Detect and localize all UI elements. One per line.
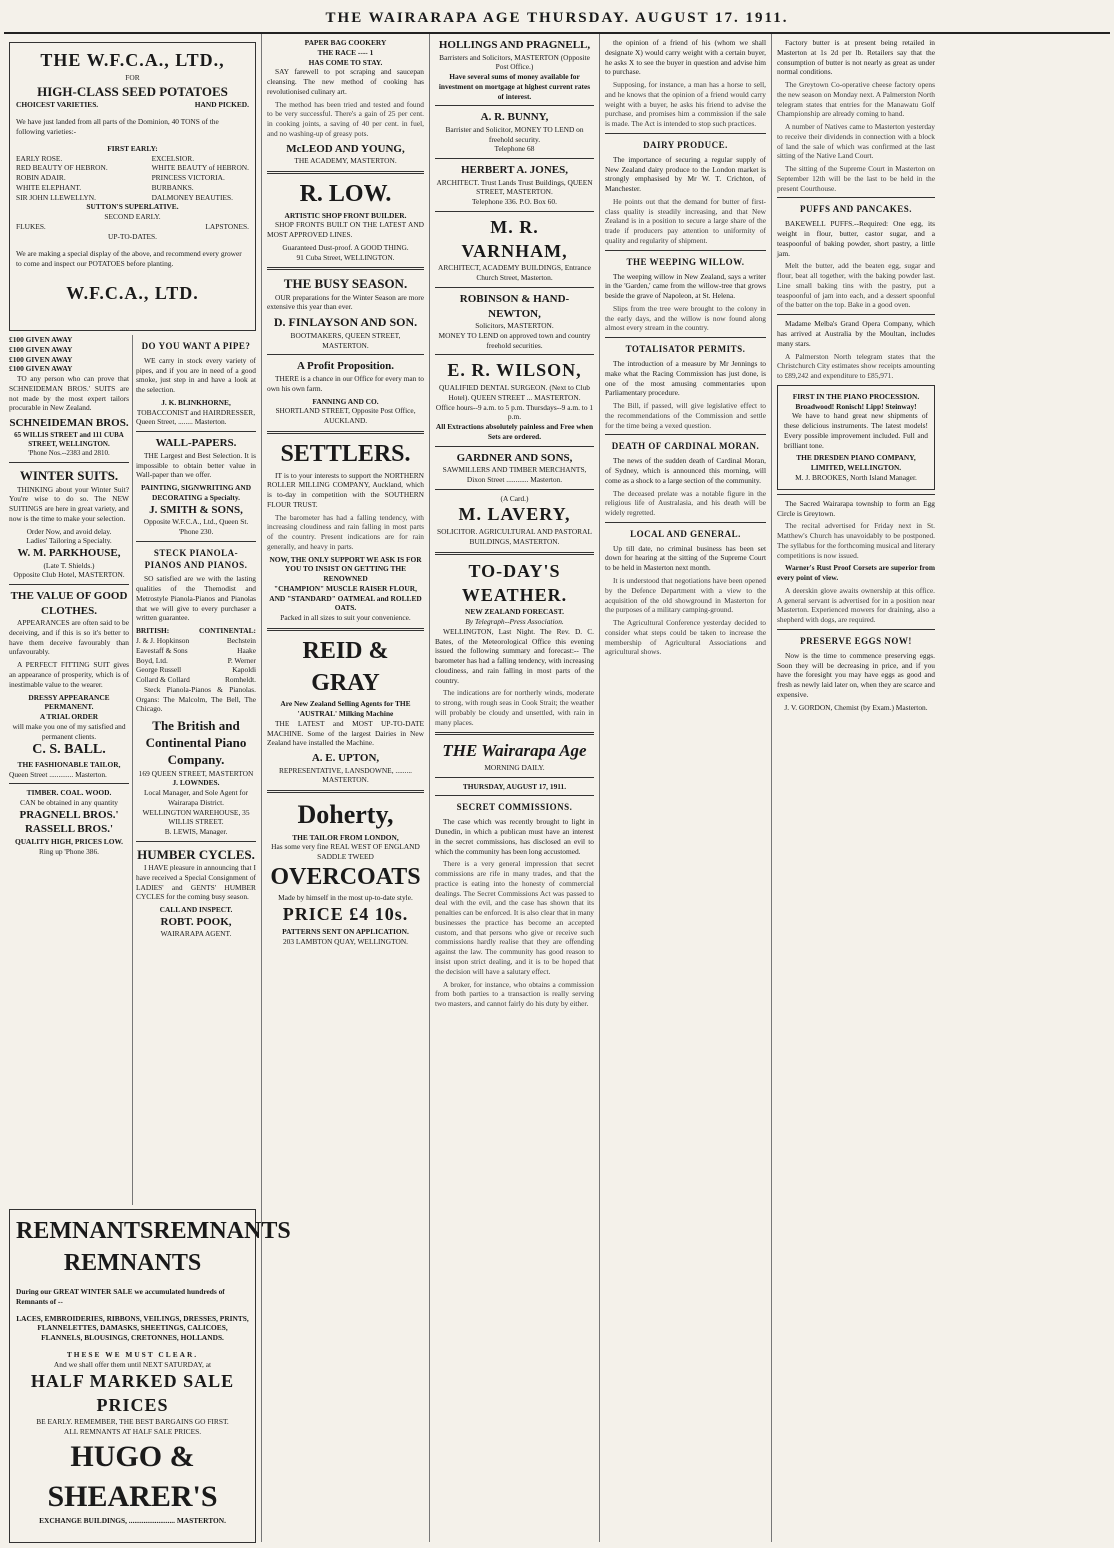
smith-name: J. SMITH & SONS, [149,503,243,516]
lowndes: J. LOWNDES. [172,778,220,788]
parkhouse-name: W. M. PARKHOUSE, [17,547,121,560]
maker-item: Haake [237,645,256,655]
telegraph: By Telegraph--Press Association. [465,617,564,627]
timber: TIMBER. COAL. WOOD. [26,788,112,798]
maker-item: George Russell [136,665,182,675]
dresden: THE DRESDEN PIANO COMPANY, LIMITED, WELLINGTON. [796,453,916,473]
blinkhorne-addr: Queen Street, ........ Masterton. [136,417,227,427]
low-name: R. LOW. [299,180,392,207]
dairy-title: DAIRY PRODUCE. [643,139,728,150]
organs: Steck Pianola-Pianos & Pianolas. Organs: The Malcolm, The Bell, The Chicago. [136,684,256,714]
parkhouse-addr: Opposite Club Hotel, MASTERTON. [13,570,125,580]
wilson-extract: All Extractions absolutely painless and Free when Sets are ordered. [435,422,594,441]
finlayson-name: D. FINLAYSON AND SON. [273,315,418,330]
wfca-subtitle: HIGH-CLASS SEED POTATOES [37,83,228,99]
maker-item: P. Werner [227,655,256,665]
call-inspect: CALL AND INSPECT. [159,905,233,915]
local-title: LOCAL AND GENERAL. [630,528,741,539]
a-card: (A Card.) [500,493,529,503]
fanning-name: FANNING AND CO. [312,396,379,406]
remnants-half: HALF MARKED SALE PRICES [30,1370,235,1415]
lavery-name: M. LAVERY, [458,504,571,525]
bunny-name: A. R. BUNNY, [480,111,549,124]
variety-item: ROBIN ADAIR. [16,173,66,183]
remnants-ad [9,1209,291,1543]
weather-text: WELLINGTON, Last Night. The Rev. D. C. Bates, of the Meteorological Office this evening issued the following summary and forecast:-- The barometer has had a falling tendency, with increasing cloudiness, and rain falling in most parts of the country. [435,626,594,685]
race: THE RACE ---- 1 [317,47,374,57]
totalisator-title: TOTALISATOR PERMITS. [625,344,746,355]
col1-left [9,335,133,1205]
puffs-title: PUFFS AND PANCAKES. [799,204,913,215]
variety-item: WHITE ELEPHANT. [16,182,82,192]
upton-sub: REPRESENTATIVE, LANSDOWNE, ......... MASTERTON. [278,765,413,785]
low-sub: ARTISTIC SHOP FRONT BUILDER. [284,210,407,220]
wfca-list-left [16,154,108,203]
price: PRICE £4 10s. [282,904,409,925]
varnham-name: M. R. VARNHAM, [461,216,568,261]
reid-gray: REID & GRAY [302,637,389,696]
secret-text: The case which was recently brought to light in Dunedin, in which a publican must have an interest in the secret commissions, has disclosed an evil to which the community has been long accustomed. [435,817,594,856]
profit-title: A Profit Proposition. [296,360,395,373]
piano-text: We have to hand great new shipments of these delicious instruments. The latest models! Every possible improvement included. Full and brilliant tone. [784,411,928,450]
busy-season: THE BUSY SEASON. [283,276,408,292]
trial-order: A TRIAL ORDER [39,712,99,722]
steck-text: SO satisfied are we with the lasting qualities of the Themodist and Metrostyle Pianola-Pianos and Pianolas that we will give to every purchaser a written guarantee. [136,574,256,623]
column-1 [4,34,291,1542]
bunny-phone: Telephone 68 [494,144,535,154]
bcp-title: The British and Continental Piano Company. [145,718,247,768]
maker-item: Bechstein [226,635,256,645]
remnants-during: During our GREAT WINTER SALE we accumulated hundreds of Remnants of -- [16,1286,225,1306]
continental-label: CONTINENTAL: [199,626,256,636]
has-come: HAS COME TO STAY. [308,57,383,67]
wfca-flukes: FLUKES. [16,221,46,231]
doherty-sub: THE TAILOR FROM LONDON, [292,832,399,842]
wfca-intro: We have just landed from all parts of the Dominion, 40 TONS of the following varieties:- [16,116,219,136]
doherty-text: Has some very fine REAL WEST OF ENGLAND SADDLE TWEED [271,842,420,862]
painting: PAINTING, SIGNWRITING AND DECORATING a Specialty. [140,483,252,502]
wfca-title: THE W.F.C.A., LTD., [40,50,225,70]
gardner-name: GARDNER AND SONS, [456,451,573,464]
blinkhorne-name: J. K. BLINKHORNE, [161,397,231,407]
remnants-all: ALL REMNANTS AT HALF SALE PRICES. [63,1427,202,1437]
weather-title: TO-DAY'S WEATHER. [461,560,568,605]
paper-bag-text: SAY farewell to pot scraping and saucepan cleansing. The new method of cooking has revolutionised culinary art. [267,67,424,96]
puffs-text: BAKEWELL PUFFS.--Required: One egg, its weight in flour, butter, castor sugar, and a teaspoonful of baking powder, short pastry, a little jam. [777,219,935,258]
finlayson-sub: BOOTMAKERS, QUEEN STREET, MASTERTON. [290,330,401,350]
variety-item: SIR JOHN LLEWELLYN. [16,192,96,202]
col1-right [133,335,256,1205]
smith-addr: Opposite W.F.C.A., Ltd., Queen St. 'Phone 230. [143,517,249,536]
remnants-center: REMNANTS [63,1249,202,1276]
robinson-text: MONEY TO LEND on approved town and country freehold securities. [438,330,591,350]
variety-item: BURBANKS. [151,182,194,192]
column-4: HOLLINGS AND PRAGNELL, Barristers and Solicitors, MASTERTON (Opposite Post Office.) Have several sums of money available for investment on mortgage at highest current rates of interest. A. R. BUNNY, Barrister and Solicitor, MONEY TO LEND on freehold security. Telephone 68 HERBERT A. JONES, ARCHITECT. Trust Lands Trust Buildings, QUEEN STREET, MASTERTON. Telephone 336. P.O. Box 60. M. R. VARNHAM, ARCHITECT, ACADEMY BUILDINGS, Entrance Church Street, Masterton. ROBINSON & HAND-NEWTON, Solicitors, MASTERTON. MONEY TO LEND on approved town and country freehold securities. E. R. WILSON, QUALIFIED DENTAL SURGEON. (Next to Club Hotel). QUEEN STREET ... MASTERTON. Office hours--9 a.m. to 5 p.m. Thursdays--9 a.m. to 1 p.m. All Extractions absolutely painless and Free when Sets are ordered. GARDNER AND SONS, SAWMILLERS AND TIMBER MERCHANTS, Dixon Street ............ Masterton. (A Card.) M. LAVERY, SOLICITOR. AGRICULTURAL AND PASTORAL BUILDINGS, MASTERTON. TO-DAY'S WEATHER. NEW ZEALAND FORECAST. By Telegraph--Press Association. WELLINGTON, Last Night. The Rev. D. C. Bates, of the Meteorological Office this evening issued the following summary and forecast:-- The barometer has had a falling tendency, with increasing cloudiness, and rain falling in most parts of the country. The indications are for northerly winds, moderate to strong, with rough seas in Cook Strait; the weather will probably be cloudy and unsettled, with rain in many places. THE Wairarapa Age MORNING DAILY. THURSDAY, AUGUST 17, 1911. SECRET COMMISSIONS. The case which was recently brought to light in Dunedin, in which a publican must have an interest in the secret commissions, has disclosed an evil to which the community has been long accustomed. There is a very general impression that secret commissions are rife in many trades, and that the practice is eating into the honesty of commercial dealings. The Secret Commissions Act was passed to deal with the evil, and the case has shown that its penalties can be enforced. It is also clear that in many businesses the practice has become an accepted custom, and that persons who give or receive such commissions hardly realise that they are offending against the law. The community has good reason to insist upon strict dealing, and it is to be hoped that the decision will have a salutary effect. A broker, for instance, who obtains a commission from both parties to a transaction is really serving two masters, and cannot fairly do his duty by either. [430,34,600,1542]
winter-text: THINKING about your Winter Suit? You're wise to do so. The NEW SUITINGS are here in great variety, and now is the time to make your selection. [9,484,129,523]
giveaway: £100 GIVEN AWAY [9,335,73,344]
pook-sub: WAIRARAPA AGENT. [160,929,232,939]
giveaway: £100 GIVEN AWAY [9,354,73,364]
maker-item: Eavestaff & Sons [136,645,188,655]
maker-item: J. & J. Hopkinson [136,635,190,645]
steck-title: STECK PIANOLA-PIANOS AND PIANOS. [144,547,248,570]
remnants-must: THESE WE MUST CLEAR. [66,1350,199,1360]
schneideman-name: SCHNEIDEMAN BROS. [9,417,129,430]
lavery-sub: SOLICITOR. AGRICULTURAL AND PASTORAL BUILDINGS, MASTERTON. [437,527,592,546]
wallpapers-title: WALL-PAPERS. [155,437,237,450]
pragnell: PRAGNELL BROS.' RASSELL BROS.' [19,808,119,836]
variety-item: DALMONEY BEAUTIES. [151,192,233,202]
perfect-fit: A PERFECT FITTING SUIT gives an appearance of prosperity, which is of inestimable value to the wearer. [9,660,129,689]
profit-text: THERE is a chance in our Office for every man to own his own farm. [267,374,424,393]
variety-item: PRINCESS VICTORIA. [151,173,225,183]
humber-text: I HAVE pleasure in announcing that I have received a Special Consignment of LADIES' and GENTS' HUMBER CYCLES for the coming busy season. [136,863,256,902]
wfca-for: FOR [125,72,140,82]
dairy-text: The importance of securing a regular supply of New Zealand dairy produce to the London market is strongly emphasised by Mr W. T. Crichton, of Manchester. [605,154,766,194]
robinson-sub: Solicitors, MASTERTON. [475,321,554,331]
factory-text: Factory butter is at present being retailed in Masterton at 1s 2d per lb. Retailers say that the consumption of butter is not nearly as great as under normal conditions. [777,38,935,77]
champion: "CHAMPION" MUSCLE RAISER FLOUR, AND "STANDARD" OATMEAL and ROLLED OATS. [269,583,422,613]
remnants-exchange: EXCHANGE BUILDINGS, ......................... MASTERTON. [39,1516,226,1526]
hollings-name: HOLLINGS AND PRAGNELL, [438,39,591,51]
wfca-list-right [152,154,249,203]
melba-text: Madame Melba's Grand Opera Company, which has arrived at Australia by the Moultan, includes many stars. [777,319,935,348]
warner-text: Warner's Rust Proof Corsets are superior from every point of view. [777,563,935,583]
issue-date: THURSDAY, AUGUST 17, 1911. [462,781,567,791]
reid-sub: Are New Zealand Selling Agents for THE 'AUSTRAL' Milking Machine [280,699,411,719]
quality: QUALITY HIGH, PRICES LOW. [14,836,124,846]
wfca-second-early: SECOND EARLY. [104,212,161,222]
wfca-up-to-dates: UP-TO-DATES. [108,231,157,241]
hugo-shearer: HUGO & SHEARER'S [47,1439,218,1513]
ball-sub: THE FASHIONABLE TAILOR, [17,759,121,769]
local-text: Up till date, no criminal business has been set down for hearing at the sitting of the Supreme Court to be held in Masterton next month. [605,543,766,573]
secret-title: SECRET COMMISSIONS. [456,802,573,813]
maker-item: Romheldt. [225,675,256,685]
bunny-sub: Barrister and Solicitor, MONEY TO LEND on freehold security. [445,124,584,144]
variety-item: WHITE BEAUTY of HEBRON. [151,163,249,173]
order-now: Order Now, and avoid delay. [26,526,112,536]
variety-item: RED BEAUTY OF HEBRON. [16,163,108,173]
mcleod-name: McLEOD AND YOUNG, [286,142,405,155]
low-addr: 91 Cuba Street, WELLINGTON. [296,252,395,262]
upton-name: A. E. UPTON, [311,752,380,765]
value-text: APPEARANCES are often said to be deceiving, and if this is so it's better to have them deceive favourably than unfavourably. [9,618,129,657]
wfca-lapstones: LAPSTONES. [205,221,249,231]
busy-text: OUR preparations for the Winter Season are more extensive this year than ever. [267,292,424,312]
column-6: Factory butter is at present being retailed in Masterton at 1s 2d per lb. Retailers say that the consumption of butter is not nearly as great as under normal conditions. The Greytown Co-operative cheese factory opens the new season on Monday next. A Palmerston North telegram states that entries for the Manawatu Golf Championship are already coming to hand. A number of Natives came to Masterton yesterday to receive their dividends in connection with a block of land the sale of which was confirmed at the last sitting of the Native Land Court. The sitting of the Supreme Court in Masterton on September 12th will be the last to be held in the present Courthouse. PUFFS AND PANCAKES. BAKEWELL PUFFS.--Required: One egg, its weight in flour, butter, castor sugar, and a teaspoonful of baking powder, short pastry, a little jam. Melt the butter, add the beaten egg, sugar and flour, beat all together, with the baking powder last. Line small baking tins with the pastry, put a teaspoonful of jam into each, and a dessert spoonful of the batter on the top. Bake in a good oven. Madame Melba's Grand Opera Company, which has arrived at Australia by the Moultan, includes many stars. A Palmerston North telegram states that the Christchurch City estimates show receipts amounting to £89,242 and expenditure to £85,971. FIRST IN THE PIANO PROCESSION. Broadwood! Ronisch! Lipp! Steinway! We have to hand great new shipments of these delicious instruments. The latest models! Every possible improvement included. Full and brilliant tone. THE DRESDEN PIANO COMPANY, LIMITED, WELLINGTON. M. J. BROOKES, North Island Manager. The Sacred Wairarapa township to form an Egg Circle is Greytown. The recital advertised for Friday next in St. Matthew's Church has unavoidably to be postponed. The syllabus for the forthcoming musical and literary competitions is now issued. Warner's Rust Proof Corsets are superior from every point of view. A deerskin glove awaits ownership at this office. A general servant is advertised for in a position near Masterton. Experienced mowers for draining, also a shepherd with dogs, are required. PRESERVE EGGS NOW! Now is the time to commence preserving eggs. Soon they will be decreasing in price, and if you have the foresight you may have eggs as good and fresh as newly laid later on, when they are scarce and expensive. J. V. GORDON, Chemist (by Exam.) Masterton. [777,38,935,712]
pipe-text: WE carry in stock every variety of pipes, and if you are in need of a good smoke, just step in and have a look at the selection. [136,355,256,395]
morning-daily: MORNING DAILY. [484,762,545,772]
pipe-title: DO YOU WANT A PIPE? [141,341,251,351]
remnants-offer: And we shall offer them until NEXT SATURDAY, at [53,1360,212,1370]
ball-name: C. S. BALL. [32,742,106,758]
eggs-title: PRESERVE EGGS NOW! [800,635,912,646]
schneideman-intro: TO any person who can prove that SCHNEIDEMAN BROS.' SUITS are not made by the most expert tailors procurable in New Zealand. [9,374,129,413]
patterns: PATTERNS SENT ON APPLICATION. [282,927,409,936]
fanning-addr: SHORTLAND STREET, Opposite Post Office, AUCKLAND. [275,406,416,426]
settlers-title: SETTLERS. [280,440,411,467]
remnants-right: REMNANTS [153,1218,291,1244]
pook-name: ROBT. POOK, [160,915,232,928]
broadwood: Broadwood! Ronisch! Lipp! Steinway! [795,401,917,411]
moran-text: The news of the sudden death of Cardinal Moran, of Sydney, which is announced this morning, will come as a shock to a large section of the community. [605,456,766,485]
wilson-name: E. R. WILSON, [447,360,582,381]
jones-name: HERBERT A. JONES, [461,164,568,177]
ball-addr: Queen Street ............. Masterton. [9,769,107,779]
doherty-addr: 203 LAMBTON QUAY, WELLINGTON. [282,936,409,946]
piano-ad [777,385,935,490]
forecast-title: NEW ZEALAND FORECAST. [465,607,564,617]
british-label: BRITISH: [136,626,170,636]
wallpapers-text: THE Largest and Best Selection. It is impossible to obtain better value in Wall-paper than we offer. [136,450,256,480]
weeping-text: The weeping willow in New Zealand, says a writer in the 'Garden,' came from the willow-tree that grows beside the grave of Napoleon, at St. Helena. [605,271,766,301]
newspaper-page [4,0,1110,1548]
maker-item: Kapoldi [232,665,256,675]
variety-item: EXCELSIOR. [151,153,195,163]
robinson-name: ROBINSON & HAND-NEWTON, [459,293,570,320]
maker-item: Boyd, Ltd. [136,655,168,665]
varnham-sub: ARCHITECT, ACADEMY BUILDINGS, Entrance Church Street, Masterton. [438,263,591,283]
remnants-items: LACES, EMBROIDERIES, RIBBONS, VEILINGS, DRESSES, PRINTS, FLANNELETTES, DAMASKS, SHEETINGS, CALICOES, FLANNELS, BLOUSINGS, CRETONNES, HOLLANDS. [16,1313,249,1343]
doherty-name: Doherty, [297,800,394,830]
maker-item: Collard & Collard [136,675,190,685]
ring-up: Ring up 'Phone 386. [38,846,100,856]
gardner-sub: SAWMILLERS AND TIMBER MERCHANTS, Dixon Street ............ Masterton. [442,465,587,484]
lewis: B. LEWIS, Manager. [164,827,228,837]
british-makers [136,636,190,685]
value-title: THE VALUE OF GOOD CLOTHES. [10,590,128,617]
mcleod-sub: THE ACADEMY, MASTERTON. [294,156,397,166]
overcoats: OVERCOATS [270,863,421,890]
guaranteed: Guaranteed Dust-proof. A GOOD THING. [282,242,409,252]
cottle: J. V. GORDON, Chemist (by Exam.) Masterton. [784,702,928,712]
column-5: the opinion of a friend of his (whom we shall designate X) would carry weight with a certain buyer, he asks X to see the buyer in question and advise him to purchase. Supposing, for instance, a man has a horse to sell, and he knows that the opinion of a friend would carry weight with a buyer, he asks his friend to advise the purchase, and promises him a commission if the sale is made. The Act is intended to stop such practices. DAIRY PRODUCE. The importance of securing a regular supply of New Zealand dairy produce to the London market is strongly emphasised by Mr W. T. Crichton, of Manchester. He points out that the demand for butter of first-class quality is steadily increasing, and that New Zealand is in a position to secure a large share of the trade if producers pay attention to uniformity of quality and regularity of shipment. THE WEEPING WILLOW. The weeping willow in New Zealand, says a writer in the 'Garden,' came from the willow-tree that grows beside the grave of Napoleon, at St. Helena. Slips from the tree were brought to the colony in the early days, and the willow is now found along almost every stream in the country. TOTALISATOR PERMITS. The introduction of a measure by Mr Jennings to make what the Racing Commission has just done, is one of the most amusing commentaries upon Parliamentary procedure. The Bill, if passed, will give legislative effect to the recommendations of the Commission and settle for the time being a vexed question. DEATH OF CARDINAL MORAN. The news of the sudden death of Cardinal Moran, of Sydney, which is announced this morning, will come as a shock to a large section of the community. The deceased prelate was a notable figure in the religious life of Australasia, and his death will be widely regretted. LOCAL AND GENERAL. Up till date, no criminal business has been set down for hearing at the sitting of the Supreme Court to be held in Masterton next month. It is understood that negotiations have been opened by the Defence Department with a view to the acquisition of the old showground in Masterton for the purposes of a military camping-ground. The Agricultural Conference yesterday decided to consider what steps could be taken to increase the membership of Agricultural Associations and agricultural shows. [600,34,772,1542]
variety-item: EARLY ROSE. [16,153,63,163]
dresden-sub: M. J. BROOKES, North Island Manager. [795,472,917,482]
wfca-hand-picked: HAND PICKED. [194,99,249,109]
dressy: DRESSY APPEARANCE PERMANENT. [28,692,110,712]
humber-title: HUMBER CYCLES. [137,846,255,862]
township-text: The Sacred Wairarapa township to form an Egg Circle is Greytown. [777,498,935,518]
warehouse: WELLINGTON WAREHOUSE, 35 WILLIS STREET. [142,807,250,827]
schneideman-phone: 'Phone Nos.--2383 and 2810. [28,449,110,458]
page-masthead: THE WAIRARAPA AGE THURSDAY. AUGUST 17. 1911. [4,0,1110,34]
low-text: SHOP FRONTS BUILT ON THE LATEST AND MOST APPROVED LINES. [267,220,424,240]
paper-bag-title: PAPER BAG COOKERY [304,38,387,47]
ladies-tailoring: Ladies' Tailoring a Specialty. [26,536,112,546]
blinkhorne-sub: TOBACCONIST and HAIRDRESSER, [136,407,256,417]
jones-sub: ARCHITECT. Trust Lands Trust Buildings, QUEEN STREET, MASTERTON. [436,177,593,197]
parkhouse-sub: (Late T. Shields.) [43,560,95,570]
winter-suits-title: WINTER SUITS. [19,468,119,484]
hollings-text: Have several sums of money available for investment on mortgage at highest current rates of interest. [438,72,591,101]
giveaway: £100 GIVEN AWAY [9,344,73,354]
schneideman-addr: 65 WILLIS STREET and 111 CUBA STREET, WELLINGTON. [14,430,124,448]
column-3: PAPER BAG COOKERY THE RACE ---- 1 HAS COME TO STAY. SAY farewell to pot scraping and saucepan cleansing. The new method of cooking has revolutionised culinary art. The method has been tried and tested and found to be very successful. There's a gain of 25 per cent. in cooking joints, a saving of 40 per cent. in fuel, and no washing-up of greasy pots. McLEOD AND YOUNG, THE ACADEMY, MASTERTON. R. LOW. ARTISTIC SHOP FRONT BUILDER. SHOP FRONTS BUILT ON THE LATEST AND MOST APPROVED LINES. Guaranteed Dust-proof. A GOOD THING. 91 Cuba Street, WELLINGTON. THE BUSY SEASON. OUR preparations for the Winter Season are more extensive this year than ever. D. FINLAYSON AND SON. BOOTMAKERS, QUEEN STREET, MASTERTON. A Profit Proposition. THERE is a chance in our Office for every man to own his own farm. FANNING AND CO. SHORTLAND STREET, Opposite Post Office, AUCKLAND. SETTLERS. IT is to your interests to support the NORTHERN ROLLER MILLING COMPANY, Auckland, which is to-day in competition with the SOUTHERN FLOUR TRUST. The barometer has had a falling tendency, with increasing cloudiness and rain falling in most parts of the country. Present indications are for rain generally, and heavy in parts. NOW, THE ONLY SUPPORT WE ASK IS FOR YOU TO INSIST ON GETTING THE RENOWNED "CHAMPION" MUSCLE RAISER FLOUR, AND "STANDARD" OATMEAL and ROLLED OATS. Packed in all sizes to suit your convenience. REID & GRAY Are New Zealand Selling Agents for THE 'AUSTRAL' Milking Machine THE LATEST and MOST UP-TO-DATE MACHINE. Some of the largest Dairies in New Zealand have installed the Machine. A. E. UPTON, REPRESENTATIVE, LANSDOWNE, ......... MASTERTON. Doherty, THE TAILOR FROM LONDON, Has some very fine REAL WEST OF ENGLAND SADDLE TWEED OVERCOATS Made by himself in the most up-to-date style. PRICE £4 10s. PATTERNS SENT ON APPLICATION. 203 LAMBTON QUAY, WELLINGTON. [262,34,430,1542]
bcp-addr: 169 QUEEN STREET, MASTERTON [138,768,254,778]
continental-makers [225,636,256,685]
eggs-text: Now is the time to commence preserving eggs. Soon they will be decreasing in price, and if you have the foresight you may have eggs as good and fresh as newly laid later on, when they are scarce and expensive. [777,650,935,699]
packed: Packed in all sizes to suit your convenience. [280,613,411,623]
settlers-text: IT is to your interests to support the NORTHERN ROLLER MILLING COMPANY, Auckland, which is to-day in competition with the SOUTHERN FLOUR TRUST. [267,470,424,509]
remnants-early: BE EARLY. REMEMBER, THE BEST BARGAINS GO FIRST. [36,1417,229,1427]
hollings-sub: Barristers and Solicitors, MASTERTON (Opposite Post Office.) [439,52,590,72]
reid-text: THE LATEST and MOST UP-TO-DATE MACHINE. Some of the largest Dairies in New Zealand have installed the Machine. [267,718,424,748]
wilson-hours: Office hours--9 a.m. to 5 p.m. Thursdays--9 a.m. to 1 p.m. [435,402,594,422]
wairarapa-age-masthead: THE Wairarapa Age [442,741,587,761]
wilson-sub: QUALIFIED DENTAL SURGEON. (Next to Club Hotel). QUEEN STREET ... MASTERTON. [438,383,591,402]
coal: CAN be obtained in any quantity [20,798,118,808]
giveaway: £100 GIVEN AWAY [9,364,73,374]
made-by: Made by himself in the most up-to-date style. [278,893,413,903]
totalisator-text: The introduction of a measure by Mr Jennings to make what the Racing Commission has just done, is one of the most amusing commentaries upon Parliamentary procedure. [605,359,766,398]
wfca-choicest: CHOICEST VARIETIES. [16,99,99,109]
lowndes-sub: Local Manager, and Sole Agent for Wairarapa District. [144,788,248,807]
weeping-title: THE WEEPING WILLOW. [626,256,745,267]
moran-title: DEATH OF CARDINAL MORAN. [611,441,760,452]
now-support: NOW, THE ONLY SUPPORT WE ASK IS FOR YOU TO INSIST ON GETTING THE RENOWNED [269,554,422,584]
wfca-suttons: SUTTON'S SUPERLATIVE. [86,202,179,212]
wfca-first-early: FIRST EARLY: [107,143,158,153]
piano-race: FIRST IN THE PIANO PROCESSION. [792,391,920,401]
trial-text: will make you one of my satisfied and permanent clients. [12,721,126,741]
remnants-left: REMNANTS [16,1218,154,1244]
jones-phone: Telephone 336. P.O. Box 60. [472,197,557,207]
wfca-closing: We are making a special display of the above, and recommend every grower to come and inspect our POTATOES before planting. [16,248,242,268]
wfca-ad [9,42,256,331]
wfca-footer: W.F.C.A., LTD. [66,283,199,304]
opinion-text: the opinion of a friend of his (whom we shall designate X) would carry weight with a certain buyer, he asks X to see the buyer in question and advise him to purchase. [605,38,766,77]
